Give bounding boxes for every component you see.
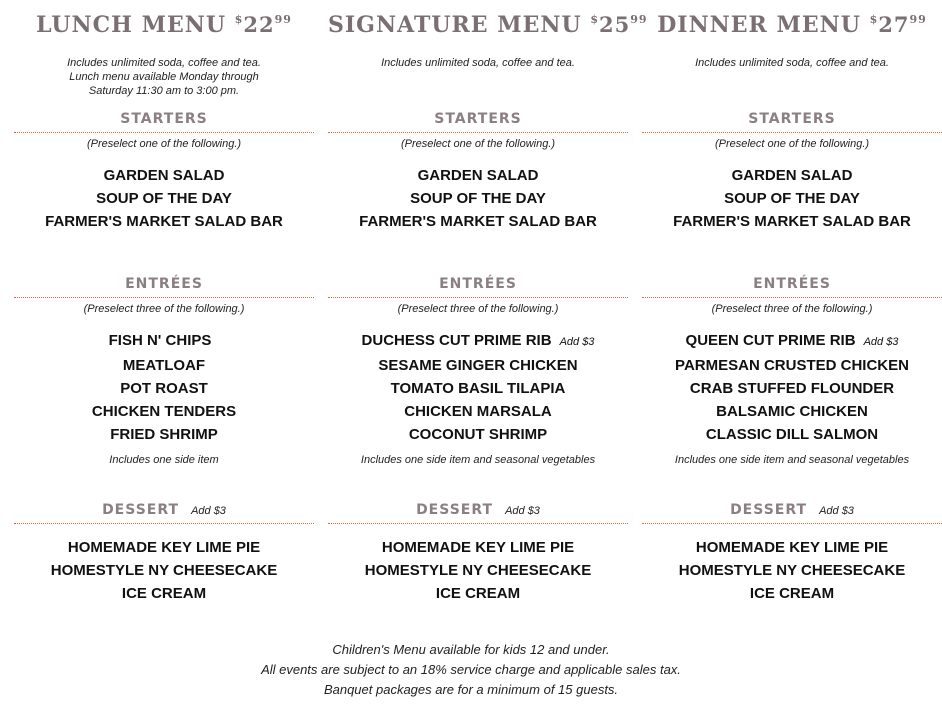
footer-line: All events are subject to an 18% service charge and applicable sales tax.: [261, 662, 681, 677]
entree-item: SESAME GINGER CHICKEN: [378, 357, 578, 374]
entree-item: DUCHESS CUT PRIME RIB Add $3: [361, 332, 595, 349]
starter-item: FARMER'S MARKET SALAD BAR: [359, 213, 597, 230]
entree-item: CRAB STUFFED FLOUNDER: [689, 380, 895, 397]
footer-line: Children's Menu available for kids 12 and under.: [332, 642, 610, 657]
menu-title: LUNCH MENU $^{\$}22^{99}$: [36, 12, 292, 38]
entrees-heading: ENTRÉES: [642, 274, 942, 298]
entree-item: FISH N' CHIPS: [108, 332, 212, 349]
entrees-preselect: (Preselect three of the following.): [397, 303, 559, 315]
dessert-heading: DESSERT Add $3: [328, 500, 628, 524]
entree-item: CHICKEN MARSALA: [404, 403, 552, 420]
dessert-item: ICE CREAM: [435, 585, 521, 602]
starter-item: GARDEN SALAD: [417, 167, 539, 184]
dessert-item: HOMEMADE KEY LIME PIE: [381, 539, 575, 556]
dessert-add-price: Add $3: [819, 505, 854, 517]
entree-item: CHICKEN TENDERS: [91, 403, 237, 420]
menu-price: $^{\$}25^{99}$: [590, 12, 648, 37]
entrees-preselect: (Preselect three of the following.): [711, 303, 873, 315]
starters-preselect: (Preselect one of the following.): [400, 138, 556, 150]
dessert-item: ICE CREAM: [749, 585, 835, 602]
starters-heading: STARTERS: [642, 109, 942, 133]
menu-title: SIGNATURE MENU $^{\$}25^{99}$: [328, 12, 648, 38]
entree-add-price: Add $3: [559, 336, 595, 348]
entrees-heading: ENTRÉES: [14, 274, 314, 298]
footer-notes: [0, 640, 942, 700]
starters-heading: STARTERS: [328, 109, 628, 133]
dinner-menu-column: [642, 0, 942, 602]
entrees-preselect: (Preselect three of the following.): [83, 303, 245, 315]
menu-price: $^{\$}27^{99}$: [869, 12, 927, 37]
entree-item: QUEEN CUT PRIME RIB Add $3: [685, 332, 899, 349]
starter-item: FARMER'S MARKET SALAD BAR: [673, 213, 911, 230]
includes-note: Includes unlimited soda, coffee and tea.: [67, 57, 261, 69]
dessert-item: HOMESTYLE NY CHEESECAKE: [50, 562, 278, 579]
menu-price: $^{\$}22^{99}$: [234, 12, 292, 37]
starter-item: GARDEN SALAD: [103, 167, 225, 184]
dessert-heading: DESSERT Add $3: [14, 500, 314, 524]
signature-menu-column: [328, 0, 648, 602]
entree-item: COCONUT SHRIMP: [408, 426, 548, 443]
dessert-item: HOMEMADE KEY LIME PIE: [695, 539, 889, 556]
availability-note: Lunch menu available Monday through Saturday 11:30 am to 3:00 pm.: [69, 71, 259, 97]
entree-side-note: Includes one side item and seasonal vegetables: [674, 454, 910, 466]
includes-note: Includes unlimited soda, coffee and tea.: [695, 57, 889, 69]
dessert-item: ICE CREAM: [121, 585, 207, 602]
starter-item: GARDEN SALAD: [731, 167, 853, 184]
entrees-heading: ENTRÉES: [328, 274, 628, 298]
starter-item: SOUP OF THE DAY: [724, 190, 860, 207]
entree-item: TOMATO BASIL TILAPIA: [390, 380, 566, 397]
entree-item: MEATLOAF: [122, 357, 206, 374]
starter-item: SOUP OF THE DAY: [96, 190, 232, 207]
entree-side-note: Includes one side item: [109, 454, 219, 466]
dessert-item: HOMESTYLE NY CHEESECAKE: [364, 562, 592, 579]
dessert-add-price: Add $3: [505, 505, 540, 517]
menu-title: DINNER MENU $^{\$}27^{99}$: [657, 12, 927, 38]
starters-preselect: (Preselect one of the following.): [86, 138, 242, 150]
entree-item: POT ROAST: [120, 380, 208, 397]
entree-side-note: Includes one side item and seasonal vegetables: [360, 454, 596, 466]
entree-add-price: Add $3: [863, 336, 899, 348]
dessert-add-price: Add $3: [191, 505, 226, 517]
dessert-heading: DESSERT Add $3: [642, 500, 942, 524]
includes-note: Includes unlimited soda, coffee and tea.: [381, 57, 575, 69]
lunch-menu-column: [14, 0, 314, 602]
starters-preselect: (Preselect one of the following.): [714, 138, 870, 150]
starters-heading: STARTERS: [14, 109, 314, 133]
entree-item: FRIED SHRIMP: [110, 426, 218, 443]
starter-item: FARMER'S MARKET SALAD BAR: [45, 213, 283, 230]
dessert-item: HOMEMADE KEY LIME PIE: [67, 539, 261, 556]
entree-item: BALSAMIC CHICKEN: [716, 403, 868, 420]
entree-item: PARMESAN CRUSTED CHICKEN: [675, 357, 909, 374]
starter-item: SOUP OF THE DAY: [410, 190, 546, 207]
entree-item: CLASSIC DILL SALMON: [705, 426, 879, 443]
dessert-item: HOMESTYLE NY CHEESECAKE: [678, 562, 906, 579]
footer-line: Banquet packages are for a minimum of 15 guests.: [323, 682, 619, 697]
